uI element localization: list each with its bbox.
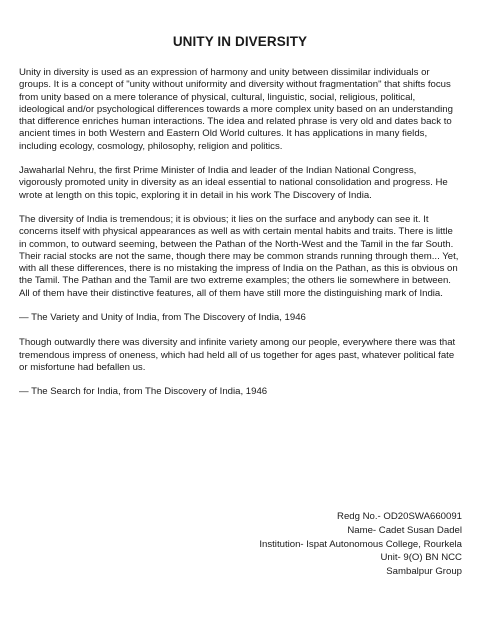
paragraph-intro: Unity in diversity is used as an expression of harmony and unity between dissimilar individuals or groups. It is a concept of "unity without uniformity and diversity without fragmentation" that shifts focus from unity based on a mere tolerance of physical, cultural, linguistic, social, religious, political, ideological and/or psychological differences towards a more complex unity based on an understanding that difference enriches human interactions. The idea and related phrase is very old and dates back to ancient times in both Western and Eastern Old World cultures. It has applications in many fields, including ecology, cosmology, philosophy, religion and politics. [19, 67, 453, 152]
signature-block [259, 510, 462, 579]
paragraph-nehru: Jawaharlal Nehru, the first Prime Minister of India and leader of the Indian National Congress, vigorously promoted unity in diversity as an ideal essential to national consolidation and progress. He wrote at length on this topic, exploring it in detail in his work The Discovery of India. [19, 165, 448, 201]
institution: Institution- Ispat Autonomous College, Rourkela [259, 538, 462, 550]
cadet-name: Name- Cadet Susan Dadel [347, 524, 462, 536]
regd-no: Redg No.- OD20SWA660091 [337, 511, 462, 522]
unit: Unit- 9(O) BN NCC [380, 552, 462, 564]
group: Sambalpur Group [386, 566, 462, 578]
quote-attribution-search: — The Search for India, from The Discovery of India, 1946 [19, 386, 268, 398]
quote-attribution-variety: — The Variety and Unity of India, from The Discovery of India, 1946 [19, 312, 306, 324]
paragraph-oneness: Though outwardly there was diversity and infinite variety among our people, everywhere there was that tremendous impress of oneness, which had held all of us together for ages past, whatever political fate or misfortune had befallen us. [19, 337, 456, 373]
paragraph-diversity-quote: The diversity of India is tremendous; it is obvious; it lies on the surface and anybody can see it. It concerns itself with physical appearances as well as with certain mental habits and traits. There is little in common, to outward seeming, between the Pathan of the North-West and the Tamil in the far South. Their racial stocks are not the same, though there may be common strands running through them... Yet, with all these differences, there is no mistaking the impress of India on the Pathan, as this is obvious on the Tamil. The Pathan and the Tamil are two extreme examples; the others lie somewhere in between. All of them have their distinctive features, all of them have still more the distinguishing mark of India. [19, 213, 459, 299]
document-title: UNITY IN DIVERSITY [172, 34, 308, 49]
